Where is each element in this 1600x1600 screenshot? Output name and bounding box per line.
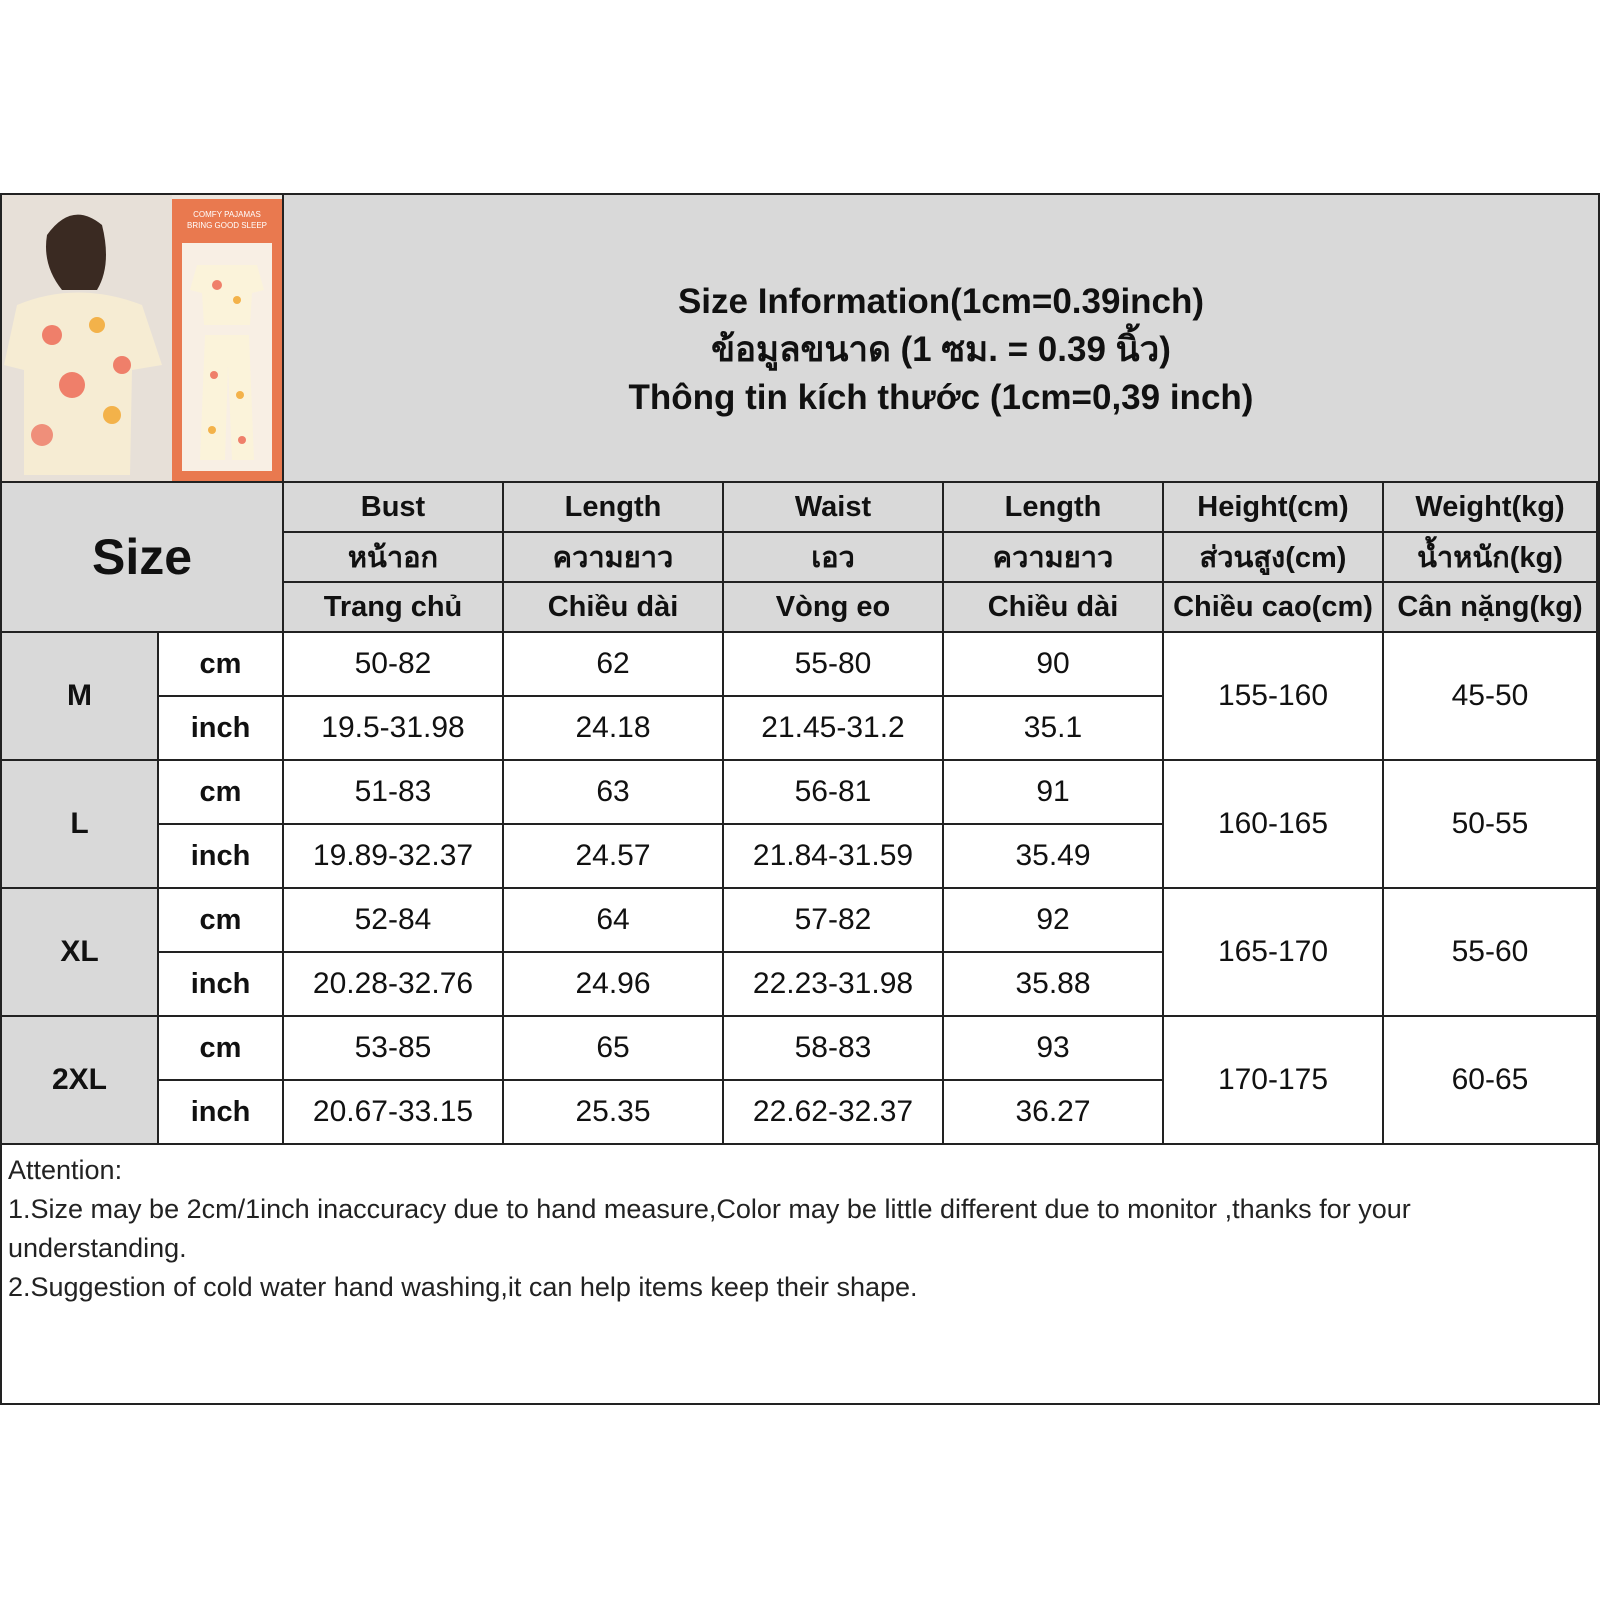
inch-value: 24.96 [504,953,724,1017]
inch-value: 36.27 [944,1081,1164,1145]
column-header-2-th: ความยาว [504,533,724,583]
column-header-4-th: ความยาว [944,533,1164,583]
column-header-5-vi: Chiều cao(cm) [1164,583,1384,633]
column-header-6-en: Weight(kg) [1384,483,1598,533]
inch-value: 19.5-31.98 [284,697,504,761]
inch-value: 20.67-33.15 [284,1081,504,1145]
title-vietnamese: Thông tin kích thước (1cm=0,39 inch) [628,378,1254,417]
column-header-5-th: ส่วนสูง(cm) [1164,533,1384,583]
height-value: 170-175 [1164,1017,1384,1145]
cm-value: 52-84 [284,889,504,953]
height-value: 160-165 [1164,761,1384,889]
inch-value: 35.49 [944,825,1164,889]
weight-value: 60-65 [1384,1017,1598,1145]
column-header-6-vi: Cân nặng(kg) [1384,583,1598,633]
notes-heading: Attention: [8,1155,123,1185]
size-label: XL [2,889,159,1017]
unit-label-inch: inch [159,697,284,761]
weight-value: 45-50 [1384,633,1598,761]
column-header-3-en: Waist [724,483,944,533]
column-header-3-vi: Vòng eo [724,583,944,633]
unit-label-inch: inch [159,1081,284,1145]
size-label: 2XL [2,1017,159,1145]
cm-value: 62 [504,633,724,697]
unit-label-cm: cm [159,761,284,825]
cm-value: 90 [944,633,1164,697]
height-value: 155-160 [1164,633,1384,761]
unit-label-cm: cm [159,1017,284,1081]
column-header-1-en: Bust [284,483,504,533]
size-chart [0,193,1600,1405]
height-value: 165-170 [1164,889,1384,1017]
weight-value: 50-55 [1384,761,1598,889]
column-header-4-vi: Chiều dài [944,583,1164,633]
note-item-1: 1.Size may be 2cm/1inch inaccuracy due to hand measure,Color may be little different due to monitor ,thanks for your understanding. [8,1194,1411,1263]
column-header-2-vi: Chiều dài [504,583,724,633]
inch-value: 20.28-32.76 [284,953,504,1017]
cm-value: 55-80 [724,633,944,697]
cm-value: 53-85 [284,1017,504,1081]
cm-value: 92 [944,889,1164,953]
cm-value: 91 [944,761,1164,825]
column-header-2-en: Length [504,483,724,533]
unit-label-inch: inch [159,953,284,1017]
column-header-5-en: Height(cm) [1164,483,1384,533]
unit-label-cm: cm [159,633,284,697]
inch-value: 19.89-32.37 [284,825,504,889]
size-label: L [2,761,159,889]
cm-value: 93 [944,1017,1164,1081]
column-header-4-en: Length [944,483,1164,533]
size-label: M [2,633,159,761]
photo-caption-1: COMFY PAJAMAS [193,210,261,219]
product-image [2,195,282,481]
weight-value: 55-60 [1384,889,1598,1017]
column-header-1-vi: Trang chủ [284,583,504,633]
cm-value: 51-83 [284,761,504,825]
title-thai: ข้อมูลขนาด (1 ซม. = 0.39 นิ้ว) [711,330,1171,369]
title-block [284,195,1598,483]
attention-notes [2,1145,1598,1401]
cm-value: 56-81 [724,761,944,825]
cm-value: 65 [504,1017,724,1081]
photo-caption-2: BRING GOOD SLEEP [186,221,268,230]
note-item-2: 2.Suggestion of cold water hand washing,it can help items keep their shape. [8,1272,918,1302]
unit-label-inch: inch [159,825,284,889]
inch-value: 22.23-31.98 [724,953,944,1017]
inch-value: 35.88 [944,953,1164,1017]
title-english: Size Information(1cm=0.39inch) [677,282,1205,321]
unit-label-cm: cm [159,889,284,953]
column-header-3-th: เอว [724,533,944,583]
cm-value: 63 [504,761,724,825]
inch-value: 24.57 [504,825,724,889]
cm-value: 64 [504,889,724,953]
inch-value: 21.84-31.59 [724,825,944,889]
cm-value: 58-83 [724,1017,944,1081]
column-header-1-th: หน้าอก [284,533,504,583]
cm-value: 50-82 [284,633,504,697]
inch-value: 25.35 [504,1081,724,1145]
cm-value: 57-82 [724,889,944,953]
inch-value: 21.45-31.2 [724,697,944,761]
inch-value: 24.18 [504,697,724,761]
size-header: Size [2,483,284,633]
inch-value: 22.62-32.37 [724,1081,944,1145]
column-header-6-th: น้ำหนัก(kg) [1384,533,1598,583]
product-photo [2,195,284,483]
inch-value: 35.1 [944,697,1164,761]
